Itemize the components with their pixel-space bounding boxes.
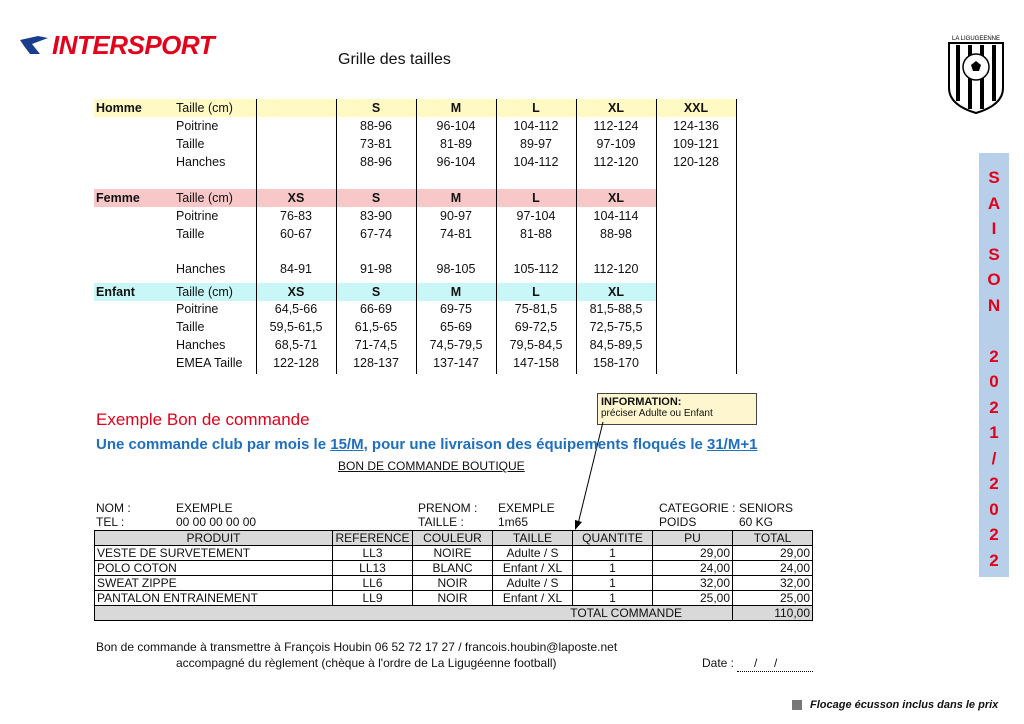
femme-cell: 91-98 [360,262,392,276]
date-label: Date : [702,656,735,670]
order-cell: 1 [573,561,653,576]
taille-label: TAILLE : [418,515,464,529]
homme-row-label: Poitrine [176,119,219,133]
order-cell: BLANC [413,561,493,576]
homme-cell: 96-104 [436,155,476,169]
order-col-header: COULEUR [413,531,493,546]
order-cell: 29,00 [733,546,813,561]
homme-cell: 120-128 [673,155,719,169]
homme-row-label: Hanches [176,155,226,169]
homme-label: Homme [96,101,142,115]
homme-cell: 88-96 [360,119,392,133]
example-title: Exemple Bon de commande [96,410,310,429]
femme-size-3: L [532,191,540,205]
saison-letter: 2 [989,397,999,417]
order-cell: LL6 [333,576,413,591]
saison-letter: 2 [989,550,999,570]
saison-letter: 0 [989,499,999,519]
order-rule [96,436,757,453]
order-cell: SWEAT ZIPPE [95,576,333,591]
order-cell: LL13 [333,561,413,576]
homme-cell: 73-81 [360,137,392,151]
checkbox-icon [792,700,802,710]
homme-row-label: Taille [176,137,205,151]
info-box [597,393,757,425]
homme-size-2: M [450,101,462,115]
enfant-cell: 65-69 [440,320,472,334]
homme-cell: 88-96 [360,155,392,169]
femme-cell: 97-104 [516,209,556,223]
enfant-cell: 68,5-71 [274,338,318,352]
order-cell: 1 [573,546,653,561]
order-cell: 25,00 [653,591,733,606]
saison-letter: O [987,270,1001,289]
order-cell: 1 [573,576,653,591]
grid-divider [576,99,577,374]
order-total-row [95,606,813,621]
enfant-cell: 75-81,5 [514,302,558,316]
femme-size-0: XS [287,191,305,205]
saison-letter: 1 [989,423,999,442]
saison-letter: A [987,193,1001,213]
order-cell: LL9 [333,591,413,606]
saison-letter: / [991,448,997,468]
runner-icon [18,34,50,56]
order-cell: 24,00 [733,561,813,576]
enfant-cell: 137-147 [433,356,479,370]
femme-cell: 83-90 [360,209,392,223]
order-deadline: 15/M [330,436,364,453]
date-underline [737,671,813,672]
enfant-cell: 84,5-89,5 [589,338,643,352]
order-cell: POLO COTON [95,561,333,576]
order-cell: 1 [573,591,653,606]
homme-cell: 104-112 [513,155,559,169]
categorie-value: SENIORS [739,501,794,515]
order-cell: Adulte / S [493,546,573,561]
femme-size-1: S [371,191,381,205]
enfant-size-2: M [450,285,462,299]
homme-cell: 81-89 [440,137,472,151]
order-cell: 25,00 [733,591,813,606]
enfant-cell: 69-72,5 [514,320,558,334]
enfant-cell: 64,5-66 [274,302,318,316]
enfant-size-1: S [371,285,381,299]
saison-letter [979,318,1009,344]
order-row [95,561,813,576]
order-cell: NOIRE [413,546,493,561]
femme-cell: 88-98 [600,227,632,241]
enfant-cell: 158-170 [593,356,639,370]
homme-cell: 97-109 [596,137,636,151]
order-cell: 29,00 [653,546,733,561]
enfant-size-4: XL [608,285,624,299]
femme-size-2: M [450,191,462,205]
order-col-header: QUANTITE [573,531,653,546]
poids-value: 60 KG [739,515,774,529]
order-row [95,591,813,606]
flocage-note [792,699,998,711]
order-cell: Adulte / S [493,576,573,591]
femme-row-label: Taille [176,227,205,241]
enfant-cell: 61,5-65 [354,320,398,334]
flocage-text: Flocage écusson inclus dans le prix [810,699,999,711]
homme-size-3: L [532,101,540,115]
enfant-cell: 147-158 [513,356,559,370]
enfant-size-header-label: Taille (cm) [176,285,233,299]
order-row [95,576,813,591]
enfant-row-label: Hanches [176,338,226,352]
enfant-cell: 69-75 [440,302,472,316]
enfant-cell: 71-74,5 [354,338,398,352]
order-cell: 24,00 [653,561,733,576]
femme-cell: 104-114 [593,209,639,223]
femme-cell: 98-105 [436,262,476,276]
saison-letter: S [988,244,1000,264]
homme-cell: 124-136 [673,119,719,133]
order-col-header: TOTAL [733,531,813,546]
nom-value: EXEMPLE [176,501,233,515]
femme-size-4: XL [608,191,624,205]
total-value: 110,00 [733,606,813,621]
footer-line-1: Bon de commande à transmettre à François Houbin 06 52 72 17 27 / francois.houbin@laposte.net [96,640,618,654]
femme-cell: 81-88 [520,227,552,241]
order-col-header: PRODUIT [95,531,333,546]
enfant-cell: 81,5-88,5 [589,302,643,316]
saison-letter: 2 [989,525,999,544]
order-rule-part2: , pour une livraison des équipements floqués le [363,436,707,453]
homme-cell: 89-97 [520,137,552,151]
enfant-cell: 66-69 [360,302,392,316]
prenom-value: EXEMPLE [498,501,555,515]
femme-cell: 90-97 [440,209,472,223]
enfant-cell: 74,5-79,5 [429,338,483,352]
club-name: LA LIGUGEENNE [951,36,1001,42]
enfant-row-label: Poitrine [176,302,219,316]
tel-label: TEL : [96,515,125,529]
homme-size-1: S [371,101,381,115]
femme-row-label: Poitrine [176,209,219,223]
saison-letter: 0 [989,372,999,391]
femme-label: Femme [96,191,140,205]
order-cell: Enfant / XL [493,591,573,606]
order-col-header: TAILLE [493,531,573,546]
intersport-logo [18,31,248,59]
homme-cell: 112-124 [593,119,639,133]
grid-divider [256,99,257,374]
homme-size-4: XL [608,101,624,115]
enfant-row-label: Taille [176,320,205,334]
homme-cell: 109-121 [673,137,719,151]
grid-divider [416,99,417,374]
enfant-cell: 122-128 [273,356,319,370]
footer-line-2: accompagné du règlement (chèque à l'ordre de La Ligugéenne football) [176,656,557,670]
saison-letter: S [988,168,1000,187]
grid-divider [496,99,497,374]
femme-cell: 112-120 [593,262,639,276]
order-cell: Enfant / XL [493,561,573,576]
femme-row-label: Hanches [176,262,226,276]
enfant-size-0: XS [287,285,305,299]
saison-banner [979,153,1009,577]
logo-text: INTERSPORT [52,30,215,60]
order-cell: VESTE DE SURVETEMENT [95,546,333,561]
date-value: / / [754,656,778,670]
femme-cell: 67-74 [360,227,392,241]
poids-label: POIDS [659,515,697,529]
femme-cell: 84-91 [280,262,312,276]
prenom-label: PRENOM : [418,501,478,515]
enfant-cell: 79,5-84,5 [509,338,563,352]
enfant-cell: 59,5-61,5 [269,320,323,334]
saison-letter: 2 [989,474,999,493]
grid-title: Grille des tailles [338,51,451,68]
taille-value: 1m65 [498,515,529,529]
saison-letter: 2 [989,346,999,366]
order-table-header [95,531,813,546]
enfant-label: Enfant [96,285,135,299]
order-col-header: PU [653,531,733,546]
delivery-date: 31/M+1 [707,436,758,453]
homme-cell: 112-120 [593,155,639,169]
enfant-row-label: EMEA Taille [176,356,243,370]
homme-size-header-label: Taille (cm) [176,101,233,115]
order-cell: NOIR [413,591,493,606]
order-rule-part1: Une commande club par mois le [96,436,331,453]
info-title: INFORMATION: [601,396,682,408]
order-cell: NOIR [413,576,493,591]
order-table [94,530,813,621]
homme-cell: 96-104 [436,119,476,133]
tel-value: 00 00 00 00 00 [176,515,257,529]
order-col-header: REFERENCE [333,531,413,546]
grid-divider [736,99,737,374]
total-label: TOTAL COMMANDE [95,606,733,621]
femme-cell: 76-83 [280,209,312,223]
order-cell: PANTALON ENTRAINEMENT [95,591,333,606]
femme-size-header-label: Taille (cm) [176,191,233,205]
saison-letter: I [991,219,997,238]
order-cell: LL3 [333,546,413,561]
order-row [95,546,813,561]
saison-letter: N [987,295,1001,315]
order-cell: 32,00 [733,576,813,591]
grid-divider [336,99,337,374]
order-cell: 32,00 [653,576,733,591]
nom-label: NOM : [96,501,131,515]
club-crest-icon [944,33,1008,115]
order-form-title: BON DE COMMANDE BOUTIQUE [338,459,525,473]
femme-cell: 60-67 [280,227,312,241]
homme-cell: 104-112 [513,119,559,133]
info-text: préciser Adulte ou Enfant [601,408,713,419]
grid-divider [656,99,657,374]
femme-cell: 74-81 [440,227,472,241]
enfant-cell: 128-137 [353,356,399,370]
enfant-size-3: L [532,285,540,299]
femme-cell: 105-112 [513,262,559,276]
enfant-cell: 72,5-75,5 [589,320,643,334]
homme-size-5: XXL [683,101,709,115]
categorie-label: CATEGORIE : [659,501,736,515]
